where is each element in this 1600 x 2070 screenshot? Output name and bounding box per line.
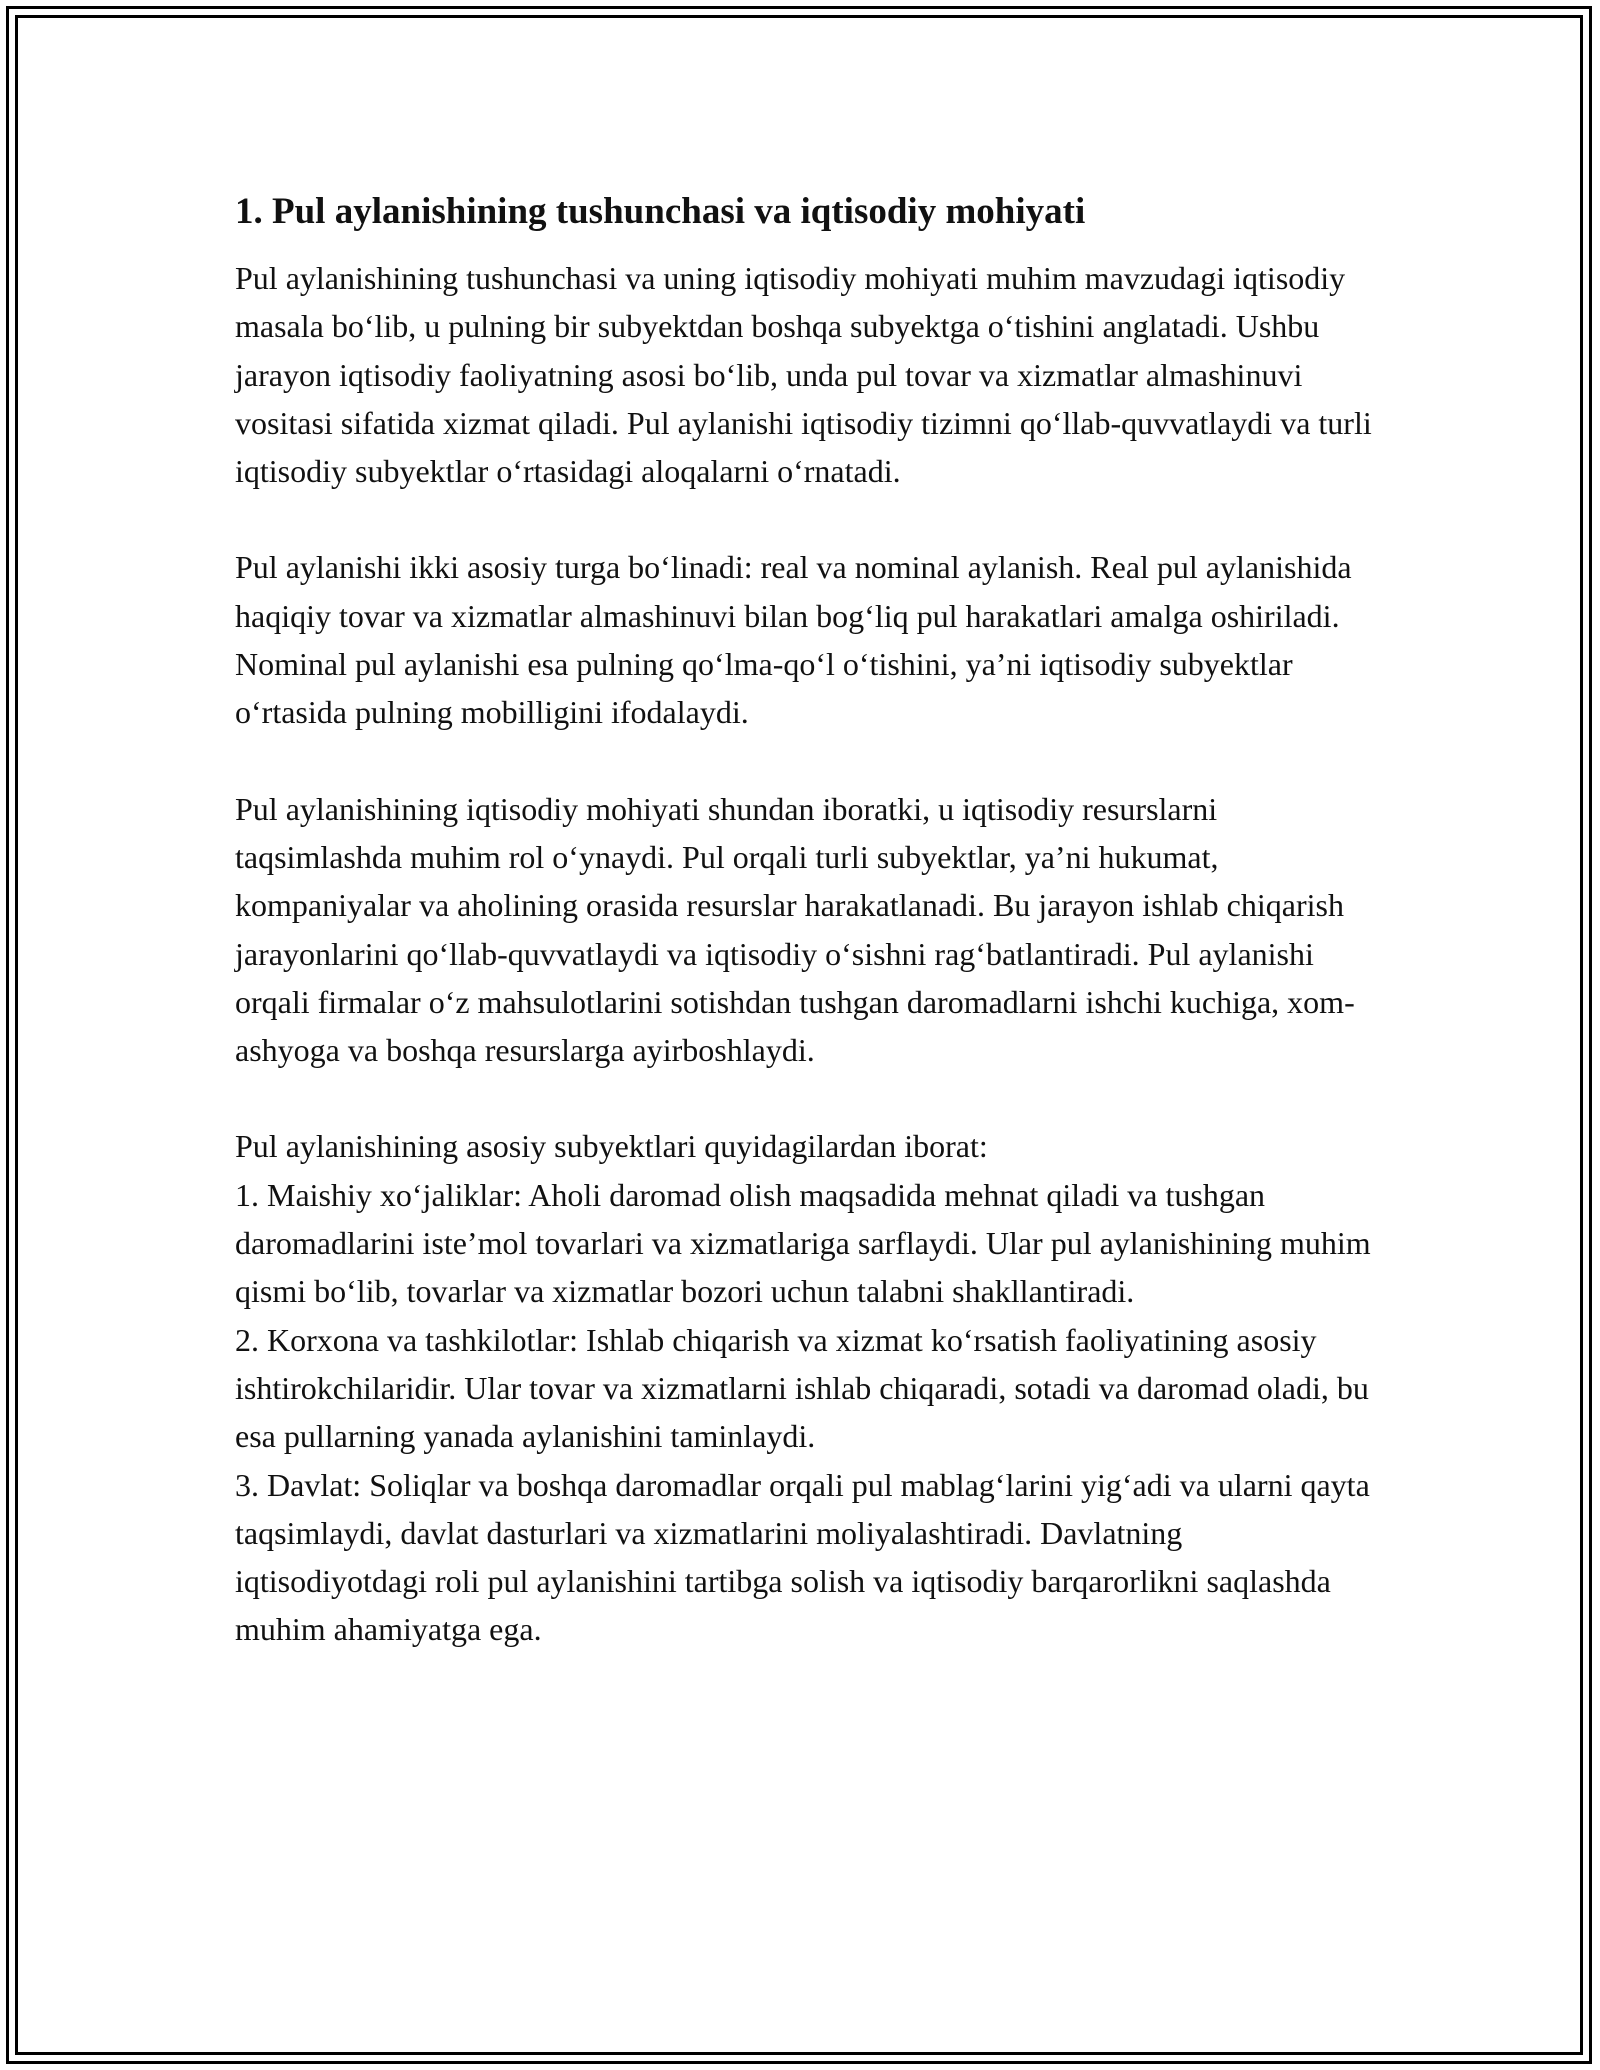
- paragraph-types: Pul aylanishi ikki asosiy turga bo‘linadi: real va nominal aylanish. Real pul aylanishida haqiqiy tovar va xizmatlar almashinuvi bilan bog‘liq pul harakatlari amalga oshiriladi. Nominal pul aylanishi esa pulning qo‘lma-qo‘l o‘tishini, ya’ni iqtisodiy subyektlar o‘rtasida pulning mobilligini ifodalaydi.: [235, 549, 1352, 731]
- list-intro: Pul aylanishining asosiy subyektlari quyidagilardan iborat:: [235, 1128, 988, 1165]
- document-body: [235, 186, 1375, 1654]
- paragraph-essence: Pul aylanishining iqtisodiy mohiyati shundan iboratki, u iqtisodiy resurslarni taqsimlashda muhim rol o‘ynaydi. Pul orqali turli subyektlar, ya’ni hukumat, kompaniyalar va aholining orasida resurslar harakatlanadi. Bu jarayon ishlab chiqarish jarayonlarini qo‘llab-quvvatlaydi va iqtisodiy o‘sishni rag‘batlantiradi. Pul aylanishi orqali firmalar o‘z mahsulotlarini sotishdan tushgan daromadlarni ishchi kuchiga, xom-ashyoga va boshqa resurslarga ayirboshlaydi.: [235, 790, 1355, 1069]
- subjects-list: [235, 1122, 1375, 1653]
- list-item-enterprises: 2. Korxona va tashkilotlar: Ishlab chiqarish va xizmat ko‘rsatish faoliyatining asosiy ishtirokchilaridir. Ular tovar va xizmatlarni ishlab chiqaradi, sotadi va daromad oladi, bu esa pullarning yanada aylanishini taminlaydi.: [235, 1321, 1369, 1455]
- paragraph-concept: Pul aylanishining tushunchasi va uning iqtisodiy mohiyati muhim mavzudagi iqtisodiy masala bo‘lib, u pulning bir subyektdan boshqa subyektga o‘tishini anglatadi. Ushbu jarayon iqtisodiy faoliyatning asosi bo‘lib, unda pul tovar va xizmatlar almashinuvi vositasi sifatida xizmat qiladi. Pul aylanishi iqtisodiy tizimni qo‘llab-quvvatlaydi va turli iqtisodiy subyektlar o‘rtasidagi aloqalarni o‘rnatadi.: [235, 260, 1372, 490]
- list-item-state: 3. Davlat: Soliqlar va boshqa daromadlar orqali pul mablag‘larini yig‘adi va ularni qayta taqsimlaydi, davlat dasturlari va xizmatlarini moliyalashtiradi. Davlatning iqtisodiyotdagi roli pul aylanishini tartibga solish va iqtisodiy barqarorlikni saqlashda muhim ahamiyatga ega.: [235, 1466, 1370, 1648]
- list-item-households: 1. Maishiy xo‘jaliklar: Aholi daromad olish maqsadida mehnat qiladi va tushgan daromadlarini iste’mol tovarlari va xizmatlariga sarflaydi. Ular pul aylanishining muhim qismi bo‘lib, tovarlar va xizmatlar bozori uchun talabni shakllantiradi.: [235, 1176, 1371, 1310]
- section-heading: 1. Pul aylanishining tushunchasi va iqtisodiy mohiyati: [235, 191, 1086, 232]
